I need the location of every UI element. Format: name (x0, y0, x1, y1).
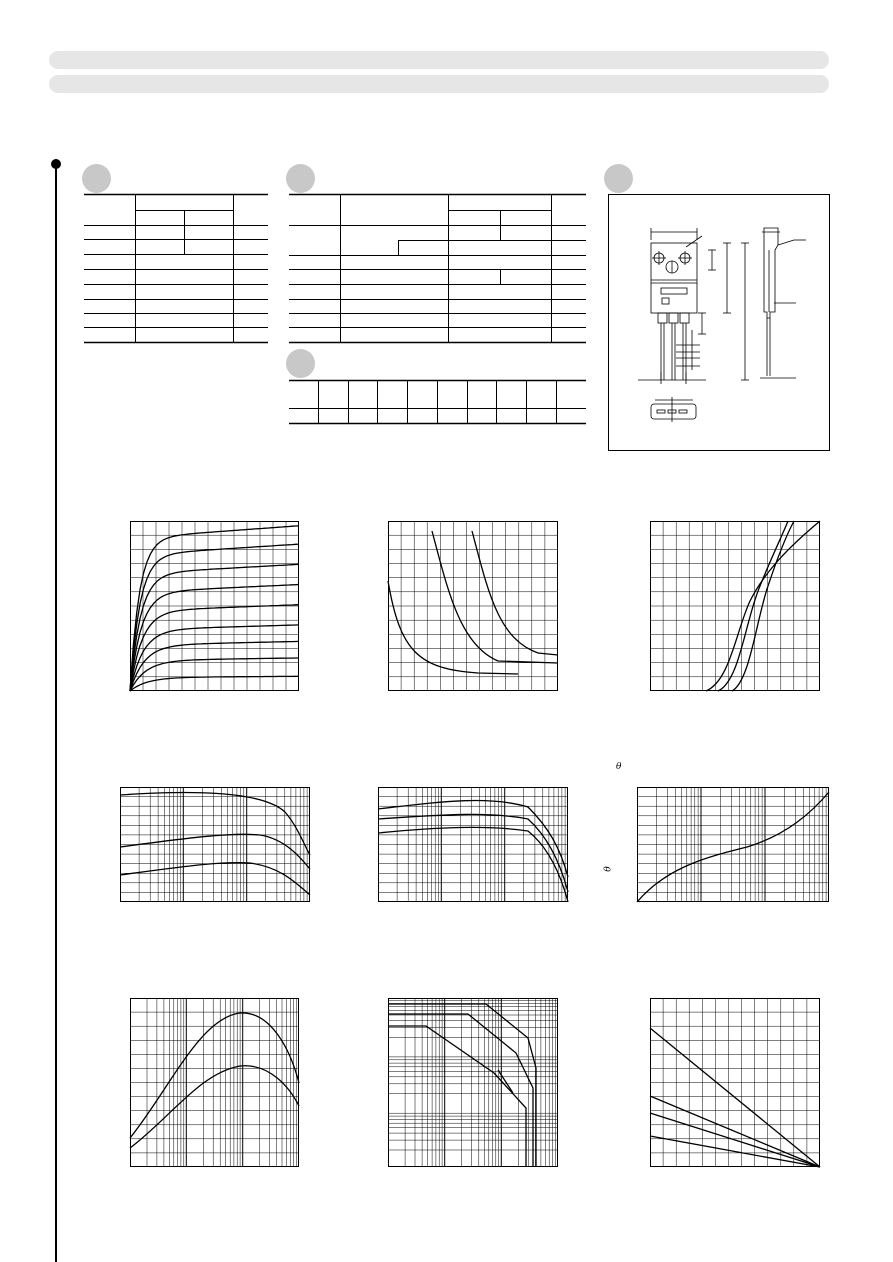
graph-1 (130, 521, 299, 691)
graph-frame (389, 999, 558, 1167)
graph-gridlines (388, 521, 558, 691)
graph-curve-3 (388, 1026, 526, 1167)
graph-gridlines (650, 998, 820, 1167)
graph-gridlines (120, 787, 310, 902)
graph-6 (637, 787, 829, 902)
graph-gridlines (650, 521, 820, 691)
theta-symbol-side: θ (603, 866, 614, 872)
graph-3 (650, 521, 820, 691)
graph-curve-3 (378, 827, 568, 902)
theta-symbol-top: θ (616, 762, 622, 772)
graph-curve-1 (388, 1004, 536, 1167)
graph-curve-5 (130, 605, 299, 691)
graph-2 (388, 521, 558, 691)
graph-curve-3 (120, 863, 310, 895)
graph-curve-1 (120, 793, 310, 855)
graph-curve-2 (130, 1066, 299, 1148)
graph-curve-1 (130, 676, 299, 691)
graph-7 (130, 998, 299, 1167)
graph-8 (388, 998, 558, 1167)
graph-curve-1 (650, 1028, 820, 1167)
graph-curve-2 (378, 814, 568, 892)
graph-curve-4 (498, 1070, 513, 1093)
graph-curve-2 (650, 1096, 820, 1167)
graph-9 (650, 998, 820, 1167)
graph-gridlines (130, 998, 299, 1167)
graph-curve-1 (388, 581, 518, 674)
graph-curve-1 (637, 792, 829, 902)
graph-gridlines (378, 787, 568, 902)
graph-curve-2 (432, 531, 558, 663)
graph-5 (378, 787, 568, 902)
graph-4 (120, 787, 310, 902)
graph-gridlines (637, 787, 829, 902)
graph-curve-1 (378, 801, 568, 877)
